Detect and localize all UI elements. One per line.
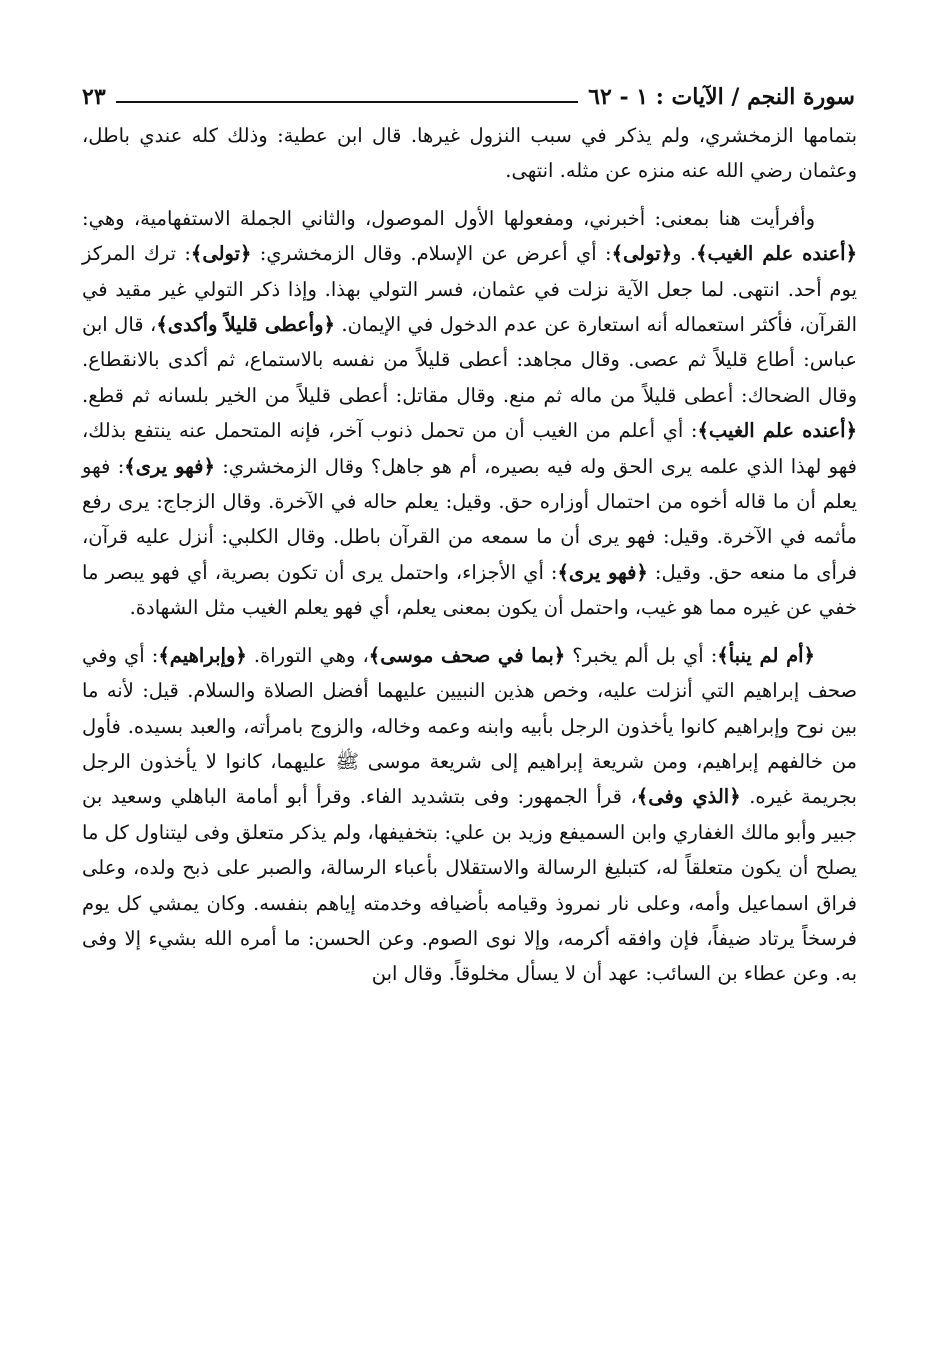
quran-quote: ﴿تولى﴾ bbox=[611, 242, 673, 266]
text-segment: ، قرأ الجمهور: وفى بتشديد الفاء. وقرأ أبو أمامة الباهلي وسعيد بن جبير وأبو مالك الغفاري وابن السميفع وزيد بن علي: بتخفيفها، ولم يذكر متعلق وفى ليتناول كل ما يصلح أن يكون متعلقاً له، كتبليغ الرسالة والاستقلال بأعباء الرسالة، والصبر على ذبح ولده، وعلى فراق اسماعيل وأمه، وعلى نار نمروذ وقيامه بأضيافه وخدمته إياهم بنفسه. وكان يمشي كل يوم فرسخاً يرتاد ضيفاً، فإن وافقه أكرمه، وإلا نوى الصوم. وعن الحسن: ما أمره الله بشيء إلا وفى به. وعن عطاء بن السائب: عهد أن لا يسأل مخلوقاً. وقال ابن bbox=[82, 785, 857, 986]
text-segment: : أي أعلم من الغيب أن من تحمل ذنوب آخر، فإنه المتحمل عنه ينتفع بذلك، فهو لهذا الذي علمه يرى الحق وله فيه بصيره، أم هو جاهل؟ وقال الزمخشري: bbox=[82, 419, 858, 478]
header-rule bbox=[116, 101, 579, 103]
text-segment: : أي أعرض عن الإسلام. وقال الزمخشري: bbox=[251, 242, 612, 266]
text-segment: : أي الأجزاء، واحتمل يرى أن تكون بصرية، أي فهو يبصر ما خفي عن غيره مما هو غيب، واحتمل أن يكون بمعنى يعلم، أي فهو يعلم الغيب مثل الشهادة. bbox=[82, 560, 857, 620]
quran-quote: ﴿تولى﴾ bbox=[190, 242, 252, 266]
text-segment: : فهو يعلم أن ما قاله أخوه من احتمال أوزاره حق. وقيل: يعلم حاله في الآخرة. وقال الزجاج: يرى رفع مأثمه في الآخرة. وقيل: فهو يرى أن ما سمعه من القرآن باطل. وقال الكلبي: أنزل عليه قرآن، فرأى ما منعه حق. وقيل: bbox=[82, 454, 857, 584]
quran-quote: ﴿بما في صحف موسى﴾ bbox=[368, 643, 566, 667]
body-text bbox=[82, 118, 857, 992]
quran-quote: ﴿أم لم ينبأ﴾ bbox=[717, 643, 815, 667]
paragraph bbox=[82, 118, 857, 189]
quran-quote: ﴿فهو يرى﴾ bbox=[124, 454, 215, 478]
text-segment: : أي بل ألم يخبر؟ bbox=[565, 643, 718, 667]
running-title: سورة النجم / الآيات : ١ - ٦٢ bbox=[588, 84, 855, 110]
page-header bbox=[82, 68, 855, 108]
paragraph bbox=[82, 638, 857, 992]
quran-quote: ﴿فهو يرى﴾ bbox=[557, 560, 648, 584]
quran-quote: ﴿الذي وفى﴾ bbox=[636, 785, 741, 809]
text-segment: : أي وفي صحف إبراهيم التي أنزلت عليه، وخص هذين النبيين عليهما أفضل الصلاة والسلام. قيل: لأنه ما بين نوح وإبراهيم كانوا يأخذون الرجل بأبيه وابنه وعمه وخاله، والزوج بامرأته، والعبد بسيده. فأول من خالفهم إبراهيم، ومن شريعة إبراهيم إلى شريعة موسى ﷺ عليهما، كانوا لا يأخذون الرجل بجريمة غيره. bbox=[82, 643, 857, 809]
quran-quote: ﴿وأعطى قليلاً وأكدى﴾ bbox=[156, 313, 335, 337]
text-segment: وأفرأيت هنا بمعنى: أخبرني، ومفعولها الأول الموصول، والثاني الجملة الاستفهامية، وهي: bbox=[82, 206, 815, 230]
text-segment: بتمامها الزمخشري، ولم يذكر في سبب النزول غيرها. قال ابن عطية: وذلك كله عندي باطل، وعثمان رضي الله عنه منزه عن مثله. انتهى. bbox=[82, 124, 857, 183]
quran-quote: ﴿أعنده علم الغيب﴾ bbox=[696, 242, 857, 266]
page-number: ٢٣ bbox=[82, 84, 106, 110]
quran-quote: ﴿أعنده علم الغيب﴾ bbox=[697, 419, 857, 443]
paragraph bbox=[82, 201, 857, 626]
text-segment: ، قال ابن عباس: أطاع قليلاً ثم عصى. وقال مجاهد: أعطى قليلاً من نفسه بالاستماع، ثم أكدى بالانقطاع. وقال الضحاك: أعطى قليلاً من ماله ثم منع. وقال مقاتل: أعطى قليلاً من الخير بلسانه ثم قطع. bbox=[82, 313, 857, 407]
text-segment: . و bbox=[672, 242, 697, 266]
text-segment: : ترك المركز يوم أحد. انتهى. لما جعل الآية نزلت في عثمان، فسر التولي بهذا. وإذا ذكر التولي غير مقيد في القرآن، فأكثر استعماله أنه استعارة عن عدم الدخول في الإيمان. bbox=[82, 242, 858, 337]
quran-quote: ﴿وإبراهيم﴾ bbox=[158, 643, 247, 667]
text-segment: ، وهي التوراة. bbox=[246, 643, 369, 667]
